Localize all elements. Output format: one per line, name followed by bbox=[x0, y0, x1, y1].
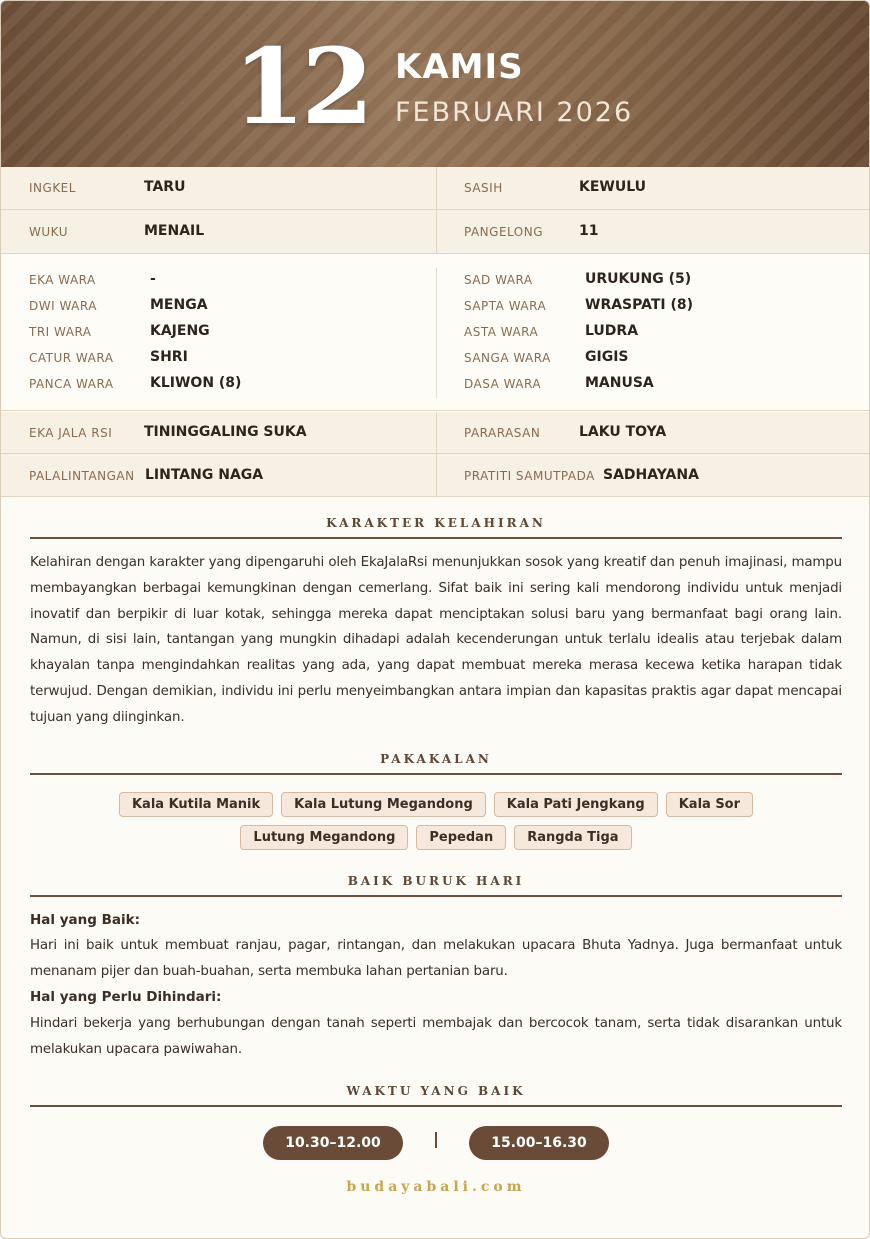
info-value: MENAIL bbox=[144, 223, 205, 239]
section-title-waktu: WAKTU YANG BAIK bbox=[346, 1084, 526, 1098]
pakakalan-chip: Kala Kutila Manik bbox=[119, 792, 273, 817]
month-year: FEBRUARI 2026 bbox=[395, 97, 634, 128]
info-label: PRATITI SAMUTPADA bbox=[464, 469, 595, 483]
wara-label: CATUR WARA bbox=[29, 351, 114, 365]
wara-value: WRASPATI (8) bbox=[585, 297, 694, 313]
wara-value: MENGA bbox=[150, 297, 208, 313]
info-value: KEWULU bbox=[579, 179, 647, 195]
info-row-wuku-pangelong bbox=[1, 210, 870, 254]
wara-divider bbox=[436, 268, 437, 398]
section-divider bbox=[30, 1105, 842, 1107]
day-name: KAMIS bbox=[395, 47, 524, 87]
pakakalan-chip: Kala Sor bbox=[666, 792, 753, 817]
wara-value: LUDRA bbox=[585, 323, 639, 339]
day-number: 12 bbox=[233, 25, 370, 148]
wara-value: SHRI bbox=[150, 349, 188, 365]
pakakalan-chip: Lutung Megandong bbox=[240, 825, 408, 850]
wara-label: SANGA WARA bbox=[464, 351, 551, 365]
wara-label: DWI WARA bbox=[29, 299, 97, 313]
pakakalan-list bbox=[30, 792, 842, 858]
avoid-heading: Hal yang Perlu Dihindari: bbox=[30, 989, 222, 1005]
info-label: INGKEL bbox=[29, 181, 76, 195]
wara-label: ASTA WARA bbox=[464, 325, 539, 339]
pakakalan-chip: Pepedan bbox=[416, 825, 506, 850]
section-divider bbox=[30, 895, 842, 897]
wara-label: DASA WARA bbox=[464, 377, 542, 391]
section-title-baik-buruk: BAIK BURUK HARI bbox=[347, 874, 525, 888]
wara-label: SAD WARA bbox=[464, 273, 533, 287]
info-value: 11 bbox=[579, 223, 599, 239]
time-separator bbox=[435, 1132, 437, 1148]
wara-value: - bbox=[150, 271, 156, 287]
info-label: WUKU bbox=[29, 225, 68, 239]
wara-label: SAPTA WARA bbox=[464, 299, 547, 313]
wara-label: PANCA WARA bbox=[29, 377, 114, 391]
wara-value: KLIWON (8) bbox=[150, 375, 242, 391]
wara-value: URUKUNG (5) bbox=[585, 271, 692, 287]
pakakalan-chip: Kala Lutung Megandong bbox=[281, 792, 486, 817]
info-value: LINTANG NAGA bbox=[145, 467, 264, 483]
info-value: SADHAYANA bbox=[603, 467, 699, 483]
info-value: TARU bbox=[144, 179, 186, 195]
info-label: SASIH bbox=[464, 181, 503, 195]
wara-value: GIGIS bbox=[585, 349, 629, 365]
wara-value: KAJENG bbox=[150, 323, 210, 339]
good-heading: Hal yang Baik: bbox=[30, 912, 141, 928]
section-divider bbox=[30, 773, 842, 775]
info-row-palalintangan-pratiti bbox=[1, 454, 870, 497]
avoid-text: Hindari bekerja yang berhubungan dengan tanah seperti membajak dan bercocok tanam, serta tidak disarankan untuk melakukan upacara pawiwahan. bbox=[30, 1016, 842, 1057]
info-value: LAKU TOYA bbox=[579, 424, 667, 440]
time-slot-pill: 10.30–12.00 bbox=[263, 1126, 403, 1160]
wara-label: TRI WARA bbox=[29, 325, 92, 339]
info-value: TININGGALING SUKA bbox=[144, 424, 307, 440]
wara-label: EKA WARA bbox=[29, 273, 96, 287]
section-title-karakter: KARAKTER KELAHIRAN bbox=[326, 516, 546, 530]
info-row-ekajalarsi-pararasan bbox=[1, 412, 870, 454]
site-footer: budayabali.com bbox=[346, 1179, 526, 1195]
info-label: PALALINTANGAN bbox=[29, 469, 135, 483]
date-header bbox=[1, 1, 870, 167]
section-title-pakakalan: PAKAKALAN bbox=[380, 752, 492, 766]
info-label: EKA JALA RSI bbox=[29, 426, 113, 440]
time-slot-pill: 15.00–16.30 bbox=[469, 1126, 609, 1160]
wara-value: MANUSA bbox=[585, 375, 654, 391]
section-divider bbox=[30, 537, 842, 539]
info-label: PANGELONG bbox=[464, 225, 544, 239]
pakakalan-chip: Rangda Tiga bbox=[514, 825, 631, 850]
info-label: PARARASAN bbox=[464, 426, 541, 440]
pakakalan-chip: Kala Pati Jengkang bbox=[494, 792, 658, 817]
karakter-text: Kelahiran dengan karakter yang dipengaruhi oleh EkaJalaRsi menunjukkan sosok yang kreatif dan penuh imajinasi, mampu membayangkan berbagai kemungkinan dengan cemerlang. Sifat baik ini sering kali mendorong individu untuk menjadi inovatif dan berpikir di luar kotak, sehingga mereka dapat menciptakan solusi baru yang bermanfaat bagi orang lain. Namun, di sisi lain, tantangan yang mungkin dihadapi adalah kecenderungan untuk terlalu idealis atau terjebak dalam khayalan tanpa mengindahkan realitas yang ada, yang dapat membuat mereka merasa kecewa ketika harapan tidak terwujud. Dengan demikian, individu ini perlu menyeimbangkan antara impian dan kapasitas praktis agar dapat mencapai tujuan yang diinginkan. bbox=[30, 555, 842, 725]
wara-table bbox=[1, 254, 870, 411]
good-text: Hari ini baik untuk membuat ranjau, pagar, rintangan, dan melakukan upacara Bhuta Yadnya. Juga bermanfaat untuk menanam pijer dan buah-buahan, serta membuka lahan pertanian baru. bbox=[30, 938, 842, 979]
info-row-ingkel-sasih bbox=[1, 167, 870, 210]
